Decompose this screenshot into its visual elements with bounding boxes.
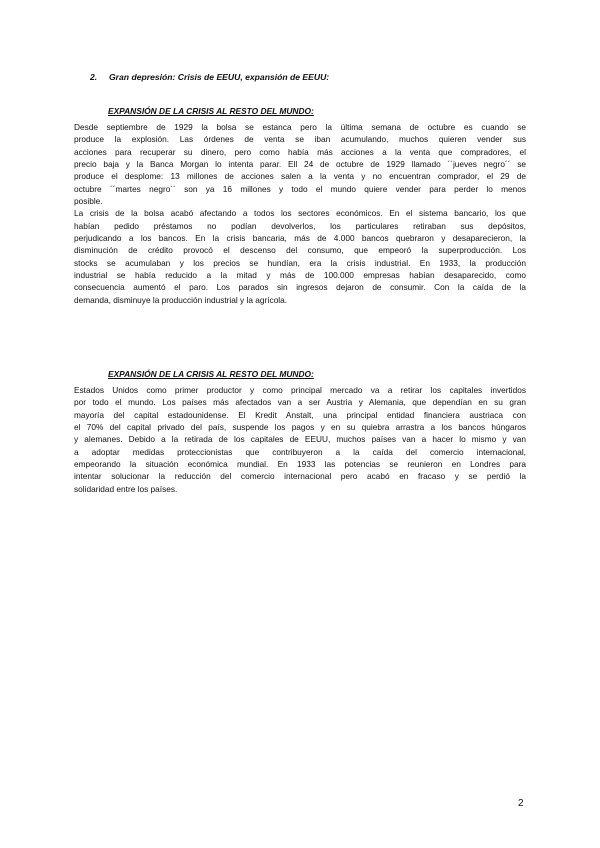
text-line: produce la explosión. Las órdenes de venta se iban acumulando, muchos quieren vender sus xyxy=(74,134,526,145)
subheading-1: EXPANSIÓN DE LA CRISIS AL RESTO DEL MUNDO: xyxy=(108,106,314,116)
text-line: Desde septiembre de 1929 la bolsa se estanca pero la última semana de octubre es cuando se xyxy=(74,122,526,132)
text-line: el 70% del capital privado del país, suspende los pagos y en su quiebra arrastra a los bancos húngaros xyxy=(74,422,526,433)
paragraph-block-2 xyxy=(74,384,526,495)
section-number: 2. xyxy=(90,72,98,82)
text-line: perjudicando a los bancos. En la crisis bancaria, más de 4.000 bancos quebraron y desaparecieron, la xyxy=(74,233,526,244)
text-line: produce el desplome: 13 millones de acciones salen a la venta y no encuentran comprador, el 29 de xyxy=(74,171,526,182)
text-line: Estados Unidos como primer productor y como principal mercado va a retirar los capitales invertidos xyxy=(74,385,526,395)
text-line: mayoría del capital estadounidense. El Kredit Anstalt, una principal entidad financiera austriaca con xyxy=(74,409,526,420)
text-line: precio baja y la Banca Morgan lo intenta parar. Ell 24 de octubre de 1929 llamado ´´jueves negro´´ se xyxy=(74,159,526,170)
page-number: 2 xyxy=(518,798,524,809)
text-line: y alemanes. Debido a la retirada de los capitales de EEUU, muchos países van a hacer lo mismo y van xyxy=(74,434,526,445)
text-line: a adoptar medidas proteccionistas que contribuyeron a la caída del comercio internacional, xyxy=(74,446,526,457)
text-line: octubre ´´martes negro´´ son ya 16 millones y todo el mundo quiere vender para perder lo menos xyxy=(74,183,526,194)
text-line: stocks se acumulaban y los precios se hundían, era la crisis industrial. En 1933, la producción xyxy=(74,257,526,268)
paragraph-block-1 xyxy=(74,121,526,306)
subheading-2: EXPANSIÓN DE LA CRISIS AL RESTO DEL MUNDO: xyxy=(108,369,314,379)
text-line: por todo el mundo. Los países más afectados van a ser Austria y Alemania, que dependían en su gran xyxy=(74,397,526,408)
text-line: La crisis de la bolsa acabó afectando a todos los sectores económicos. En el sistema bancario, los que xyxy=(74,208,526,219)
text-line: industrial se había reducido a la mitad y más de 100.000 empresas habían desaparecido, como xyxy=(74,270,526,281)
text-line: acciones para recuperar su dinero, pero como había más acciones a la venta que compradores, el xyxy=(74,146,526,157)
text-line: solidaridad entre los países. xyxy=(74,483,178,494)
section-title: Gran depresión: Crisis de EEUU, expansión de EEUU: xyxy=(109,72,330,82)
text-line: habían pedido préstamos no podían devolverlos, los particulares retiraban sus depósitos, xyxy=(74,220,526,231)
text-line: empeorando la situación económica mundial. En 1933 las potencias se reunieron en Londres para xyxy=(74,459,526,470)
text-line: posible. xyxy=(74,196,103,207)
section-heading xyxy=(90,71,329,83)
text-line: demanda, disminuye la producción industrial y la agrícola. xyxy=(74,294,288,305)
text-line: consecuencia aumentó el paro. Los parados sin ingresos dejaron de consumir. Con la caída de la xyxy=(74,282,526,293)
text-line: disminución de crédito provocó el descenso del consumo, que empeoró la superproducción. Los xyxy=(74,245,526,256)
text-line: intentar solucionar la reducción del comercio internacional pero acabó en fracaso y se perdió la xyxy=(74,471,526,482)
